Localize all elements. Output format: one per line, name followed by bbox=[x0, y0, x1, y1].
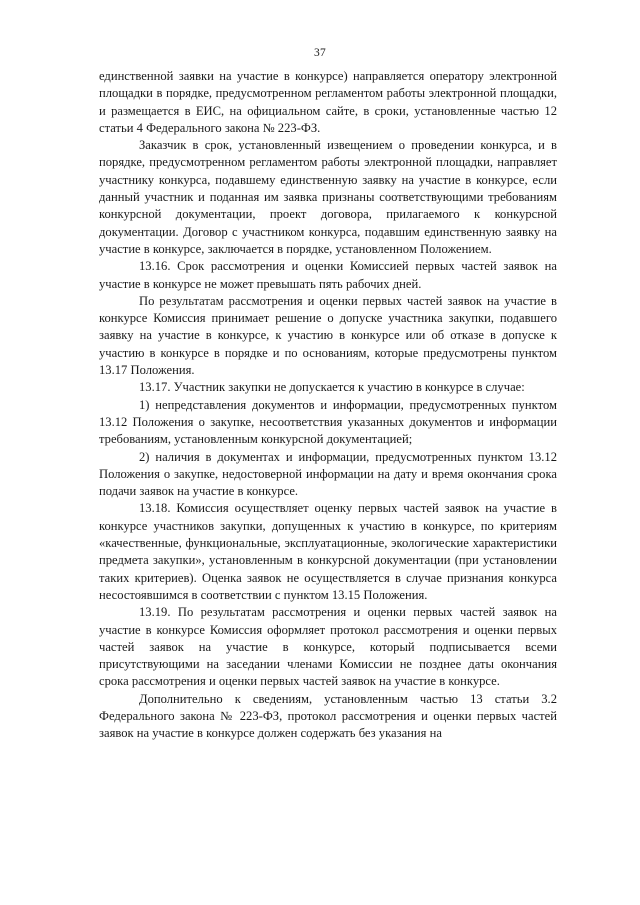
page-number: 37 bbox=[313, 47, 327, 59]
paragraph-13-19: 13.19. По результатам рассмотрения и оценки первых частей заявок на участие в конкурсе Комиссия оформляет протокол рассмотрения и оценки первых частей заявок на участие в конкурсе, который подписывается всеми присутствующими на заседании членами Комиссии не позднее даты окончания срока рассмотрения и оценки первых частей заявок на участие в конкурсе. bbox=[99, 605, 557, 689]
paragraph-review-results: По результатам рассмотрения и оценки первых частей заявок на участие в конкурсе Комиссия принимает решение о допуске участника закупки, подавшего заявку на участие в конкурсе, к участию в конкурсе или об отказе в допуске к участию в конкурсе в порядке и по основаниям, которые предусмотрены пунктом 13.17 Положения. bbox=[99, 293, 557, 378]
paragraph-continuation: единственной заявки на участие в конкурсе) направляется оператору электронной площадки в порядке, предусмотренном регламентом работы электронной площадки, и размещается в ЕИС, на официальном сайте, в сроки, установленные частью 12 статьи 4 Федерального закона № 223-ФЗ. bbox=[99, 69, 557, 135]
paragraph-13-17-item-2: 2) наличия в документах и информации, предусмотренных пунктом 13.12 Положения о закупке, недостоверной информации на дату и время окончания срока подачи заявок на участие в конкурсе. bbox=[99, 449, 557, 499]
paragraph-13-17-item-1: 1) непредставления документов и информации, предусмотренных пунктом 13.12 Положения о закупке, несоответствия указанных документов и информации требованиям, установленным конкурсной документацией; bbox=[99, 397, 557, 447]
paragraph-additional-info: Дополнительно к сведениям, установленным частью 13 статьи 3.2 Федерального закона № 223-ФЗ, протокол рассмотрения и оценки первых частей заявок на участие в конкурсе должен содержать без указания на bbox=[99, 691, 557, 741]
paragraph-13-18: 13.18. Комиссия осуществляет оценку первых частей заявок на участие в конкурсе участников закупки, допущенных к участию в конкурсе, по критериям «качественные, функциональные, эксплуатационные, экологические характеристики предмета закупки», установленным в конкурсной документации (при установлении таких критериев). Оценка заявок не осуществляется в случае признания конкурса несостоявшимся в соответствии с пунктом 13.15 Положения. bbox=[99, 501, 557, 602]
document-body bbox=[99, 68, 557, 743]
paragraph-13-17: 13.17. Участник закупки не допускается к участию в конкурсе в случае: bbox=[139, 380, 525, 395]
paragraph-13-16: 13.16. Срок рассмотрения и оценки Комиссией первых частей заявок на участие в конкурсе не может превышать пять рабочих дней. bbox=[99, 259, 557, 291]
paragraph-customer-contract: Заказчик в срок, установленный извещением о проведении конкурса, и в порядке, предусмотренном регламентом работы электронной площадки, направляет участнику конкурса, подавшему единственную заявку на участие в конкурсе, если данный участник и поданная им заявка признаны соответствующими требованиям конкурсной документации, проект договора, прилагаемого к конкурсной документации. Договор с участником конкурса, подавшим единственную заявку на участие в конкурсе, заключается в порядке, установленном Положением. bbox=[99, 138, 557, 256]
